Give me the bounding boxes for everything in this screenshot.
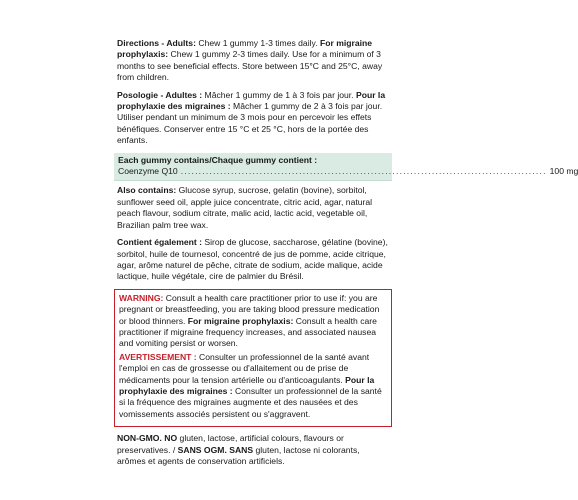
warning-migraine-label: For migraine prophylaxis:	[187, 315, 294, 326]
warning-text-2: Consult a health care practitioner if migraine frequency increases, and associated nausea and vomiting persist or worsen.	[119, 315, 377, 349]
claims	[117, 433, 389, 467]
label-panel	[117, 38, 578, 473]
also-contains-french	[117, 237, 389, 283]
also-contains-label: Also contains:	[117, 185, 177, 196]
migraine-label-fr: Pour la prophylaxie des migraines :	[117, 89, 386, 112]
warning-text: Consult a health care practitioner prior to use if: you are pregnant or breastfeeding, you are taking blood pressure medication or blood thinners.	[119, 292, 380, 326]
also-contains-text: Glucose syrup, sucrose, gelatin (bovine), sorbitol, sunflower seed oil, apple juice concentrate, citric acid, agar, natural peach flavour, sodium citrate, malic acid, lactic acid, vegetable oil, Brazilian palm tree wax.	[117, 185, 373, 230]
directions-label: Directions - Adults:	[117, 38, 196, 48]
warning-french	[119, 352, 387, 420]
supplement-heading: Each gummy contains/Chaque gummy contient :	[118, 154, 318, 165]
posologie-label: Posologie - Adultes :	[117, 89, 203, 100]
migraine-label: For migraine prophylaxis:	[117, 38, 373, 60]
posologie-text-2: Mâcher 1 gummy de 2 à 3 fois par jour. Utiliser pendant un minimum de 3 mois pour en percevoir les effets bénéfiques. Conserver entre 15 °C et 25 °C, hors de la portée des enfants.	[117, 101, 383, 146]
ingredient-amount: 100 mg	[549, 166, 578, 177]
contient-label: Contient également :	[117, 237, 202, 248]
contient-text: Sirop de glucose, saccharose, gélatine (bovine), sorbitol, huile de tournesol, concentré de jus de pomme, acide citrique, agar, arôme naturel de pêche, citrate de sodium, acide malique, acide lactique, huile végétale, cire de palmier du Brésil.	[117, 237, 388, 282]
non-gmo-label: NON-GMO. NO	[117, 433, 178, 444]
ingredient-name: Coenzyme Q10	[118, 166, 178, 177]
sans-ogm-text: gluten, lactose ni colorants, arômes et agents de conservation artificiels.	[117, 444, 360, 466]
avertissement-text-2: Consulter un professionnel de la santé si la fréquence des migraines augmente et des nausées et des vomissements associés persistent ou s'aggravent.	[119, 385, 382, 419]
avertissement-label: AVERTISSEMENT :	[119, 351, 197, 362]
avertissement-migraine-label: Pour la prophylaxie des migraines :	[119, 374, 375, 396]
non-gmo-text: gluten, lactose, artificial colours, flavours or preservatives. /	[117, 433, 344, 455]
warning-label: WARNING:	[119, 292, 164, 303]
supplement-row	[118, 166, 578, 177]
warning-english	[119, 293, 387, 350]
directions-text: Chew 1 gummy 1-3 times daily.	[195, 38, 320, 48]
supplement-facts	[114, 153, 578, 182]
directions-text-2: Chew 1 gummy 2-3 times daily. Use for a minimum of 3 months to see beneficial effects. Store between 15°C and 25°C, away from children.	[117, 49, 383, 83]
leader-dots: ......................................................................................................	[180, 166, 547, 177]
directions-english	[117, 38, 389, 84]
sans-ogm-label: SANS OGM. SANS	[177, 444, 254, 455]
avertissement-text: Consulter un professionnel de la santé avant l'emploi en cas de grossesse ou d'allaitement ou de prise de médicaments pour la tension artérielle ou d'anticoagulants.	[119, 351, 370, 385]
warning-box	[114, 289, 392, 427]
posologie-text: Mâcher 1 gummy de 1 à 3 fois par jour.	[202, 89, 356, 100]
also-contains-english	[117, 185, 389, 231]
directions-french	[117, 90, 389, 147]
